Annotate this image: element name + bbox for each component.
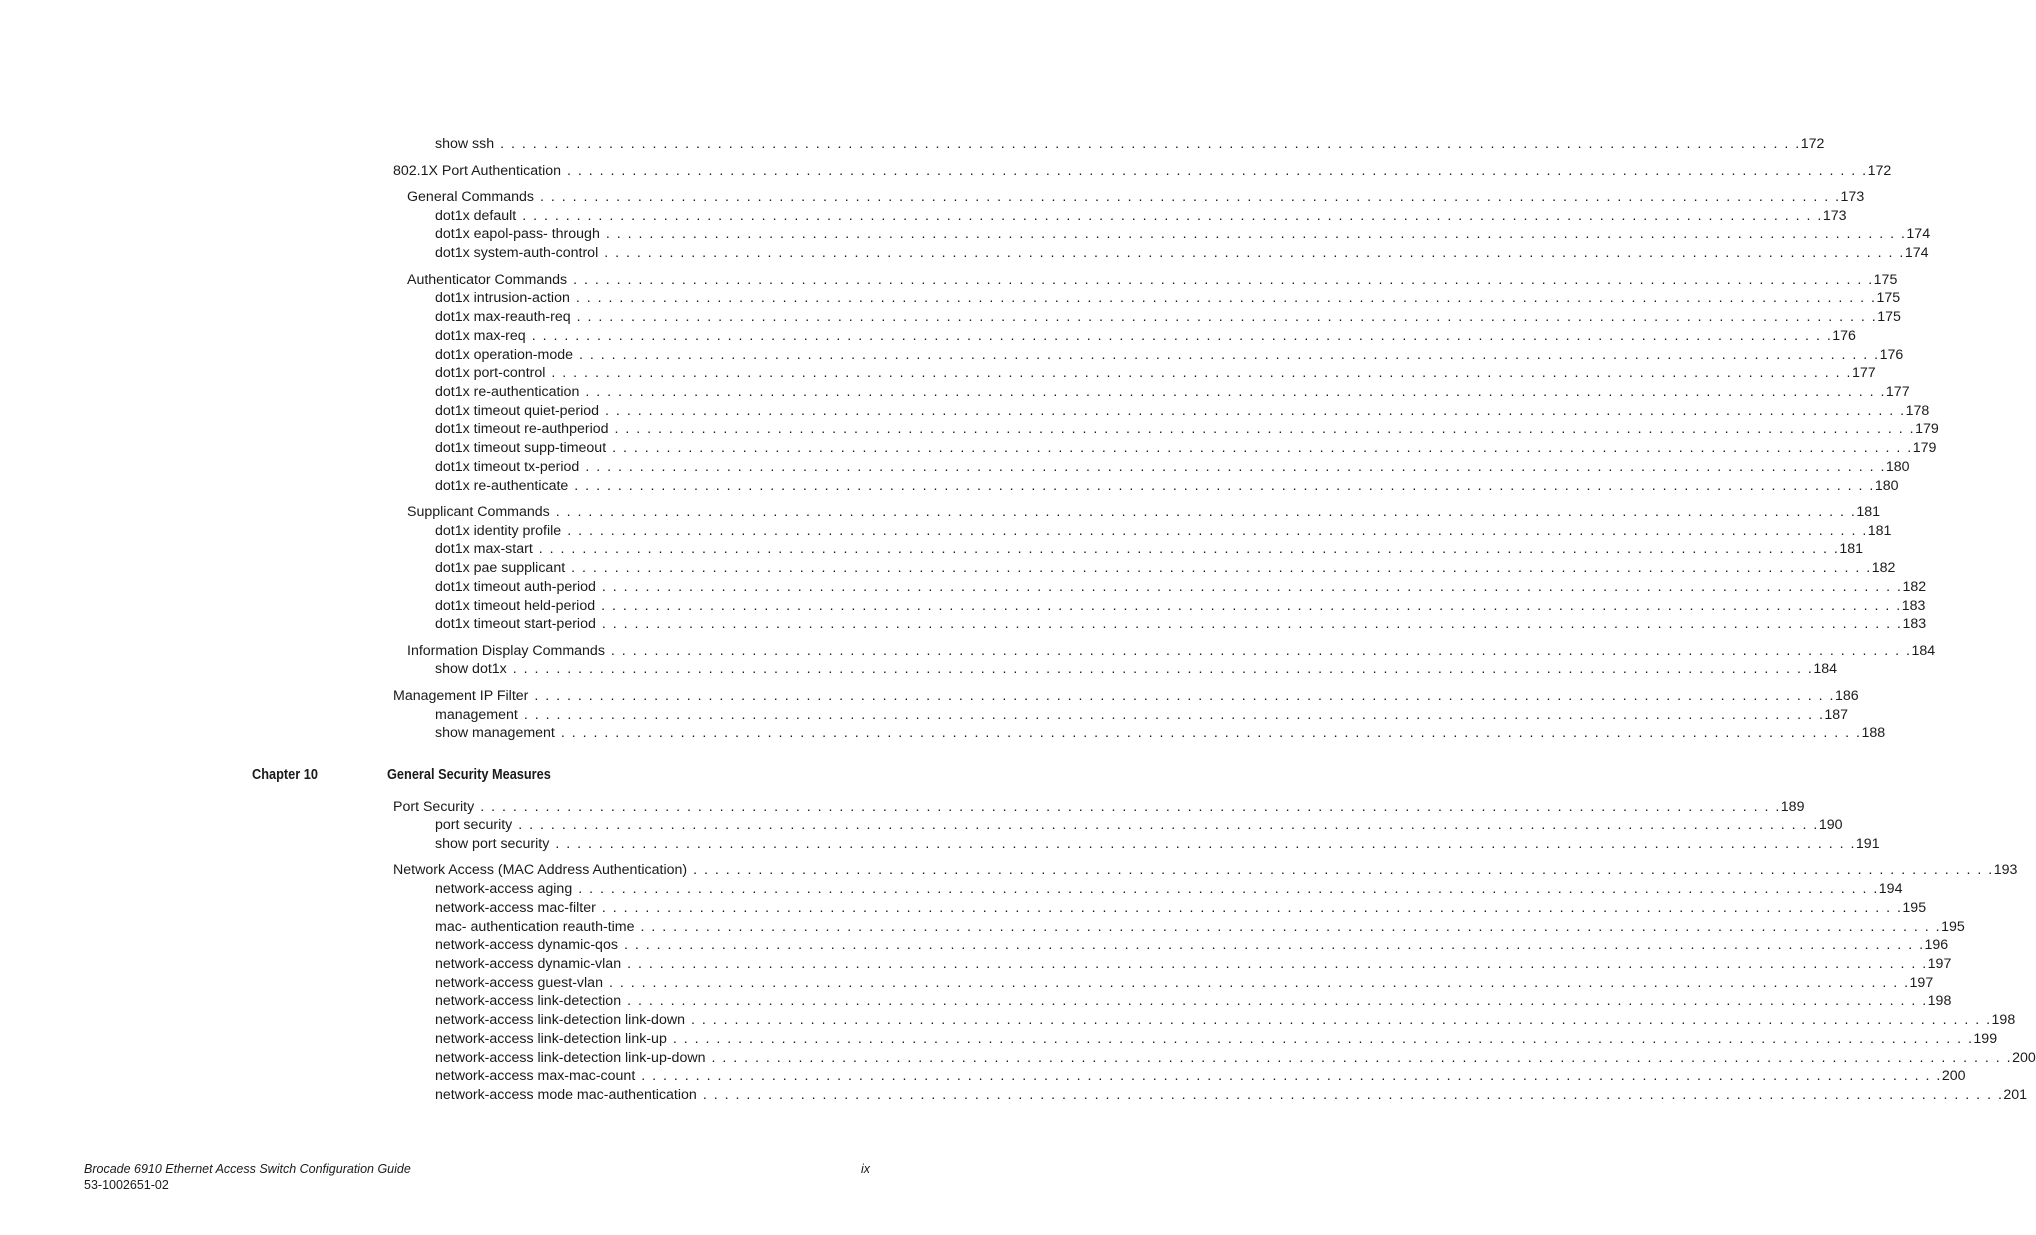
toc-entry-page: 200 bbox=[1941, 1068, 1966, 1084]
toc-entry[interactable] bbox=[435, 706, 1849, 724]
toc-leader-dots: . . . . . . . . . . . . . . . . . . . . . . . . . . . . . . . . . . . . . . . . . . . . . . . . . . . . . . . . . . . . . . . . . . . . . . . . . . . . . . . . . . . . . . . . . . . . . . . . . . . . . . . . . . . . . . . . . . . . . . . . bbox=[585, 459, 1886, 475]
toc-entry[interactable] bbox=[435, 835, 1880, 853]
toc-leader-dots: . . . . . . . . . . . . . . . . . . . . . . . . . . . . . . . . . . . . . . . . . . . . . . . . . . . . . . . . . . . . . . . . . . . . . . . . . . . . . . . . . . . . . . . . . . . . . . . . . . . . . . . . . . . . . . . . . . . . . . . . bbox=[605, 226, 1907, 242]
toc-leader-dots: . . . . . . . . . . . . . . . . . . . . . . . . . . . . . . . . . . . . . . . . . . . . . . . . . . . . . . . . . . . . . . . . . . . . . . . . . . . . . . . . . . . . . . . . . . . . . . . . . . . . . . . . . . . . . . . . . . . . . . . . bbox=[512, 661, 1814, 677]
toc-entry[interactable] bbox=[435, 955, 1952, 973]
toc-entry-label: network-access dynamic-vlan bbox=[435, 956, 622, 972]
toc-entry[interactable] bbox=[407, 271, 1898, 289]
toc-entry[interactable] bbox=[435, 244, 1929, 262]
toc-entry-page: 187 bbox=[1824, 707, 1849, 723]
toc-entry-page: 178 bbox=[1905, 403, 1930, 419]
toc-entry-label: dot1x eapol-pass- through bbox=[435, 226, 600, 242]
toc-entry[interactable] bbox=[435, 1049, 2036, 1067]
toc-entry[interactable] bbox=[435, 918, 1965, 936]
toc-leader-dots: . . . . . . . . . . . . . . . . . . . . . . . . . . . . . . . . . . . . . . . . . . . . . . . . . . . . . . . . . . . . . . . . . . . . . . . . . . . . . . . . . . . . . . . . . . . . . . . . . . . . . . . . . . . . . . . . . . . . . . . . bbox=[601, 598, 1902, 614]
toc-leader-dots: . . . . . . . . . . . . . . . . . . . . . . . . . . . . . . . . . . . . . . . . . . . . . . . . . . . . . . . . . . . . . . . . . . . . . . . . . . . . . . . . . . . . . . . . . . . . . . . . . . . . . . . . . . . . . . . . . . . . . . . . bbox=[574, 478, 1875, 494]
toc-entry-label: network-access mac-filter bbox=[435, 900, 596, 916]
toc-entry-label: show ssh bbox=[435, 136, 495, 152]
toc-entry-page: 175 bbox=[1876, 290, 1901, 306]
toc-entry-page: 172 bbox=[1867, 163, 1892, 179]
toc-entry[interactable] bbox=[435, 327, 1856, 345]
toc-entry[interactable] bbox=[407, 503, 1880, 521]
toc-entry-page: 182 bbox=[1871, 560, 1896, 576]
toc-entry-label: dot1x timeout held-period bbox=[435, 598, 596, 614]
toc-entry[interactable] bbox=[435, 992, 1952, 1010]
toc-entry-page: 176 bbox=[1832, 328, 1856, 344]
toc-entry-page: 176 bbox=[1879, 347, 1904, 363]
footer-document-title: Brocade 6910 Ethernet Access Switch Configuration Guide bbox=[84, 1162, 411, 1176]
toc-entry-label: Authenticator Commands bbox=[407, 272, 568, 288]
toc-leader-dots: . . . . . . . . . . . . . . . . . . . . . . . . . . . . . . . . . . . . . . . . . . . . . . . . . . . . . . . . . . . . . . . . . . . . . . . . . . . . . . . . . . . . . . . . . . . . . . . . . . . . . . . . . . . . . . . . . . . . . . . . bbox=[534, 688, 1835, 704]
toc-leader-dots: . . . . . . . . . . . . . . . . . . . . . . . . . . . . . . . . . . . . . . . . . . . . . . . . . . . . . . . . . . . . . . . . . . . . . . . . . . . . . . . . . . . . . . . . . . . . . . . . . . . . . . . . . . . . . . . . . . . . . . . . bbox=[585, 384, 1886, 400]
toc-entry-page: 183 bbox=[1902, 616, 1927, 632]
toc-entry-page: 173 bbox=[1840, 189, 1865, 205]
toc-entry[interactable] bbox=[435, 578, 1927, 596]
toc-entry-page: 179 bbox=[1912, 440, 1937, 456]
toc-entry-page: 179 bbox=[1915, 421, 1939, 437]
toc-entry-label: Port Security bbox=[393, 799, 475, 815]
toc-entry[interactable] bbox=[435, 308, 1901, 326]
toc-leader-dots: . . . . . . . . . . . . . . . . . . . . . . . . . . . . . . . . . . . . . . . . . . . . . . . . . . . . . . . . . . . . . . . . . . . . . . . . . . . . . . . . . . . . . . . . . . . . . . . . . . . . . . . . . . . . . . . . . . . . . . . . bbox=[601, 900, 1903, 916]
toc-entry-label: dot1x re-authentication bbox=[435, 384, 580, 400]
toc-leader-dots: . . . . . . . . . . . . . . . . . . . . . . . . . . . . . . . . . . . . . . . . . . . . . . . . . . . . . . . . . . . . . . . . . . . . . . . . . . . . . . . . . . . . . . . . . . . . . . . . . . . . . . . . . . . . . . . . . . . . . . . . bbox=[672, 1031, 1974, 1047]
toc-entry-label: network-access link-detection link-up-down bbox=[435, 1050, 706, 1066]
toc-leader-dots: . . . . . . . . . . . . . . . . . . . . . . . . . . . . . . . . . . . . . . . . . . . . . . . . . . . . . . . . . . . . . . . . . . . . . . . . . . . . . . . . . . . . . . . . . . . . . . . . . . . . . . . . . . . . . . . . . . . . . . . . bbox=[614, 421, 1916, 437]
toc-entry-page: 172 bbox=[1800, 136, 1825, 152]
toc-entry-label: dot1x max-reauth-req bbox=[435, 309, 571, 325]
toc-entry[interactable] bbox=[435, 1067, 1966, 1085]
toc-entry-page: 184 bbox=[1813, 661, 1838, 677]
toc-leader-dots: . . . . . . . . . . . . . . . . . . . . . . . . . . . . . . . . . . . . . . . . . . . . . . . . . . . . . . . . . . . . . . . . . . . . . . . . . . . . . . . . . . . . . . . . . . . . . . . . . . . . . . . . . . . . . . . . . . . . . . . . bbox=[702, 1087, 2004, 1103]
toc-leader-dots: . . . . . . . . . . . . . . . . . . . . . . . . . . . . . . . . . . . . . . . . . . . . . . . . . . . . . . . . . . . . . . . . . . . . . . . . . . . . . . . . . . . . . . . . . . . . . . . . . . . . . . . . . . . . . . . . . . . . . . . . bbox=[601, 616, 1903, 632]
toc-leader-dots: . . . . . . . . . . . . . . . . . . . . . . . . . . . . . . . . . . . . . . . . . . . . . . . . . . . . . . . . . . . . . . . . . . . . . . . . . . . . . . . . . . . . . . . . . . . . . . . . . . . . . . . . . . . . . . . . . . . . . . . . bbox=[531, 328, 1833, 344]
toc-entry[interactable] bbox=[435, 660, 1838, 678]
toc-entry-page: 200 bbox=[2012, 1050, 2036, 1066]
toc-entry-label: port security bbox=[435, 817, 513, 833]
toc-leader-dots: . . . . . . . . . . . . . . . . . . . . . . . . . . . . . . . . . . . . . . . . . . . . . . . . . . . . . . . . . . . . . . . . . . . . . . . . . . . . . . . . . . . . . . . . . . . . . . . . . . . . . . . . . . . . . . . . . . . . . . . . bbox=[539, 189, 1841, 205]
toc-entry-label: dot1x default bbox=[435, 208, 517, 224]
toc-entry-label: Supplicant Commands bbox=[407, 504, 550, 520]
toc-leader-dots: . . . . . . . . . . . . . . . . . . . . . . . . . . . . . . . . . . . . . . . . . . . . . . . . . . . . . . . . . . . . . . . . . . . . . . . . . . . . . . . . . . . . . . . . . . . . . . . . . . . . . . . . . . . . . . . . . . . . . . . . bbox=[610, 643, 1912, 659]
toc-entry-page: 181 bbox=[1839, 541, 1864, 557]
toc-leader-dots: . . . . . . . . . . . . . . . . . . . . . . . . . . . . . . . . . . . . . . . . . . . . . . . . . . . . . . . . . . . . . . . . . . . . . . . . . . . . . . . . . . . . . . . . . . . . . . . . . . . . . . . . . . . . . . . . . . . . . . . . bbox=[640, 919, 1942, 935]
toc-entry-page: 177 bbox=[1851, 365, 1876, 381]
toc-entry-label: show port security bbox=[435, 836, 550, 852]
toc-entry[interactable] bbox=[393, 162, 1892, 180]
toc-entry-label: General Commands bbox=[407, 189, 534, 205]
toc-entry[interactable] bbox=[435, 936, 1949, 954]
toc-entry-page: 199 bbox=[1973, 1031, 1998, 1047]
toc-entry-label: show management bbox=[435, 725, 555, 741]
toc-entry-label: dot1x intrusion-action bbox=[435, 290, 570, 306]
toc-leader-dots: . . . . . . . . . . . . . . . . . . . . . . . . . . . . . . . . . . . . . . . . . . . . . . . . . . . . . . . . . . . . . . . . . . . . . . . . . . . . . . . . . . . . . . . . . . . . . . . . . . . . . . . . . . . . . . . . . . . . . . . . bbox=[538, 541, 1840, 557]
toc-entry-label: dot1x timeout quiet-period bbox=[435, 403, 600, 419]
toc-entry-page: 183 bbox=[1901, 598, 1926, 614]
toc-entry-page: 175 bbox=[1873, 272, 1898, 288]
toc-leader-dots: . . . . . . . . . . . . . . . . . . . . . . . . . . . . . . . . . . . . . . . . . . . . . . . . . . . . . . . . . . . . . . . . . . . . . . . . . . . . . . . . . . . . . . . . . . . . . . . . . . . . . . . . . . . . . . . . . . . . . . . . bbox=[523, 707, 1825, 723]
toc-entry-page: 195 bbox=[1902, 900, 1927, 916]
toc-entry[interactable] bbox=[435, 207, 1847, 225]
toc-entry-page: 189 bbox=[1780, 799, 1805, 815]
toc-leader-dots: . . . . . . . . . . . . . . . . . . . . . . . . . . . . . . . . . . . . . . . . . . . . . . . . . . . . . . . . . . . . . . . . . . . . . . . . . . . . . . . . . . . . . . . . . . . . . . . . . . . . . . . . . . . . . . . . . . . . . . . . bbox=[567, 523, 1868, 539]
toc-entry-label: dot1x max-req bbox=[435, 328, 526, 344]
toc-entry-page: 190 bbox=[1818, 817, 1843, 833]
toc-entry-label: dot1x operation-mode bbox=[435, 347, 574, 363]
toc-entry[interactable] bbox=[435, 880, 1903, 898]
toc-entry-page: 197 bbox=[1927, 956, 1952, 972]
toc-entry-label: dot1x identity profile bbox=[435, 523, 562, 539]
toc-entry[interactable] bbox=[435, 974, 1934, 992]
toc-entry-label: dot1x timeout tx-period bbox=[435, 459, 580, 475]
toc-entry-label: network-access link-detection bbox=[435, 993, 622, 1009]
toc-entry[interactable] bbox=[435, 816, 1843, 834]
toc-entry-label: dot1x re-authenticate bbox=[435, 478, 569, 494]
toc-entry-page: 181 bbox=[1856, 504, 1880, 520]
chapter-number: Chapter 10 bbox=[252, 767, 318, 783]
toc-entry-label: network-access link-detection link-down bbox=[435, 1012, 685, 1028]
toc-leader-dots: . . . . . . . . . . . . . . . . . . . . . . . . . . . . . . . . . . . . . . . . . . . . . . . . . . . . . . . . . . . . . . . . . . . . . . . . . . . . . . . . . . . . . . . . . . . . . . . . . . . . . . . . . . . . . . . . . . . . . . . . bbox=[571, 560, 1872, 576]
toc-leader-dots: . . . . . . . . . . . . . . . . . . . . . . . . . . . . . . . . . . . . . . . . . . . . . . . . . . . . . . . . . . . . . . . . . . . . . . . . . . . . . . . . . . . . . . . . . . . . . . . . . . . . . . . . . . . . . . . . . . . . . . . . bbox=[573, 272, 1874, 288]
footer-document-number: 53-1002651-02 bbox=[84, 1178, 169, 1192]
toc-entry-page: 191 bbox=[1855, 836, 1880, 852]
toc-entry-page: 186 bbox=[1834, 688, 1859, 704]
toc-leader-dots: . . . . . . . . . . . . . . . . . . . . . . . . . . . . . . . . . . . . . . . . . . . . . . . . . . . . . . . . . . . . . . . . . . . . . . . . . . . . . . . . . . . . . . . . . . . . . . . . . . . . . . . . . . . . . . . . . . . . . . . . bbox=[560, 725, 1862, 741]
toc-leader-dots: . . . . . . . . . . . . . . . . . . . . . . . . . . . . . . . . . . . . . . . . . . . . . . . . . . . . . . . . . . . . . . . . . . . . . . . . . . . . . . . . . . . . . . . . . . . . . . . . . . . . . . . . . . . . . . . . . . . . . . . . bbox=[612, 440, 1913, 456]
footer-page-number: ix bbox=[860, 1162, 870, 1176]
toc-entry-label: Management IP Filter bbox=[393, 688, 529, 704]
toc-leader-dots: . . . . . . . . . . . . . . . . . . . . . . . . . . . . . . . . . . . . . . . . . . . . . . . . . . . . . . . . . . . . . . . . . . . . . . . . . . . . . . . . . . . . . . . . . . . . . . . . . . . . . . . . . . . . . . . . . . . . . . . . bbox=[522, 208, 1823, 224]
toc-entry-label: dot1x system-auth-control bbox=[435, 245, 599, 261]
toc-leader-dots: . . . . . . . . . . . . . . . . . . . . . . . . . . . . . . . . . . . . . . . . . . . . . . . . . . . . . . . . . . . . . . . . . . . . . . . . . . . . . . . . . . . . . . . . . . . . . . . . . . . . . . . . . . . . . . . . . . . . . . . . bbox=[623, 937, 1925, 953]
toc-leader-dots: . . . . . . . . . . . . . . . . . . . . . . . . . . . . . . . . . . . . . . . . . . . . . . . . . . . . . . . . . . . . . . . . . . . . . . . . . . . . . . . . . . . . . . . . . . . . . . . . . . . . . . . . . . . . . . . . . . . . . . . . bbox=[500, 136, 1801, 152]
toc-leader-dots: . . . . . . . . . . . . . . . . . . . . . . . . . . . . . . . . . . . . . . . . . . . . . . . . . . . . . . . . . . . . . . . . . . . . . . . . . . . . . . . . . . . . . . . . . . . . . . . . . . . . . . . . . . . . . . . . . . . . . . . . bbox=[555, 836, 1856, 852]
toc-leader-dots: . . . . . . . . . . . . . . . . . . . . . . . . . . . . . . . . . . . . . . . . . . . . . . . . . . . . . . . . . . . . . . . . . . . . . . . . . . . . . . . . . . . . . . . . . . . . . . . . . . . . . . . . . . . . . . . . . . . . . . . . bbox=[567, 163, 1868, 179]
toc-entry-label: network-access guest-vlan bbox=[435, 975, 603, 991]
toc-leader-dots: . . . . . . . . . . . . . . . . . . . . . . . . . . . . . . . . . . . . . . . . . . . . . . . . . . . . . . . . . . . . . . . . . . . . . . . . . . . . . . . . . . . . . . . . . . . . . . . . . . . . . . . . . . . . . . . . . . . . . . . . bbox=[518, 817, 1819, 833]
toc-entry[interactable] bbox=[435, 364, 1876, 382]
toc-entry-label: management bbox=[435, 707, 518, 723]
toc-leader-dots: . . . . . . . . . . . . . . . . . . . . . . . . . . . . . . . . . . . . . . . . . . . . . . . . . . . . . . . . . . . . . . . . . . . . . . . . . . . . . . . . . . . . . . . . . . . . . . . . . . . . . . . . . . . . . . . . . . . . . . . . bbox=[601, 579, 1903, 595]
toc-entry-label: mac- authentication reauth-time bbox=[435, 919, 635, 935]
toc-entry[interactable] bbox=[435, 346, 1904, 364]
toc-entry-page: 177 bbox=[1885, 384, 1910, 400]
toc-entry[interactable] bbox=[435, 540, 1864, 558]
toc-entry[interactable] bbox=[435, 420, 1939, 438]
toc-entry-label: dot1x max-start bbox=[435, 541, 533, 557]
toc-entry-label: Information Display Commands bbox=[407, 643, 605, 659]
toc-entry-page: 193 bbox=[1993, 862, 2018, 878]
toc-entry[interactable] bbox=[435, 289, 1901, 307]
toc-leader-dots: . . . . . . . . . . . . . . . . . . . . . . . . . . . . . . . . . . . . . . . . . . . . . . . . . . . . . . . . . . . . . . . . . . . . . . . . . . . . . . . . . . . . . . . . . . . . . . . . . . . . . . . . . . . . . . . . . . . . . . . . bbox=[480, 799, 1781, 815]
toc-entry-page: 194 bbox=[1878, 881, 1903, 897]
toc-leader-dots: . . . . . . . . . . . . . . . . . . . . . . . . . . . . . . . . . . . . . . . . . . . . . . . . . . . . . . . . . . . . . . . . . . . . . . . . . . . . . . . . . . . . . . . . . . . . . . . . . . . . . . . . . . . . . . . . . . . . . . . . bbox=[641, 1068, 1942, 1084]
toc-entry-label: network-access dynamic-qos bbox=[435, 937, 618, 953]
toc-entry[interactable] bbox=[435, 225, 1931, 243]
toc-entry[interactable] bbox=[435, 439, 1937, 457]
toc-entry[interactable] bbox=[407, 642, 1936, 660]
toc-entry-label: dot1x timeout re-authperiod bbox=[435, 421, 609, 437]
toc-entry-label: network-access aging bbox=[435, 881, 573, 897]
toc-entry-label: network-access link-detection link-up bbox=[435, 1031, 667, 1047]
toc-entry-label: 802.1X Port Authentication bbox=[393, 163, 562, 179]
toc-entry-page: 173 bbox=[1822, 208, 1847, 224]
toc-entry-page: 175 bbox=[1877, 309, 1901, 325]
toc-entry[interactable] bbox=[435, 724, 1886, 742]
toc-entry[interactable] bbox=[393, 861, 2018, 879]
toc-entry-page: 181 bbox=[1867, 523, 1892, 539]
toc-entry[interactable] bbox=[435, 477, 1899, 495]
toc-leader-dots: . . . . . . . . . . . . . . . . . . . . . . . . . . . . . . . . . . . . . . . . . . . . . . . . . . . . . . . . . . . . . . . . . . . . . . . . . . . . . . . . . . . . . . . . . . . . . . . . . . . . . . . . . . . . . . . . . . . . . . . . bbox=[604, 245, 1905, 261]
toc-entry[interactable] bbox=[435, 899, 1927, 917]
toc-entry-label: network-access mode mac-authentication bbox=[435, 1087, 697, 1103]
toc-leader-dots: . . . . . . . . . . . . . . . . . . . . . . . . . . . . . . . . . . . . . . . . . . . . . . . . . . . . . . . . . . . . . . . . . . . . . . . . . . . . . . . . . . . . . . . . . . . . . . . . . . . . . . . . . . . . . . . . . . . . . . . . bbox=[576, 309, 1878, 325]
toc-leader-dots: . . . . . . . . . . . . . . . . . . . . . . . . . . . . . . . . . . . . . . . . . . . . . . . . . . . . . . . . . . . . . . . . . . . . . . . . . . . . . . . . . . . . . . . . . . . . . . . . . . . . . . . . . . . . . . . . . . . . . . . . bbox=[578, 881, 1879, 897]
toc-entry-page: 174 bbox=[1906, 226, 1931, 242]
toc-leader-dots: . . . . . . . . . . . . . . . . . . . . . . . . . . . . . . . . . . . . . . . . . . . . . . . . . . . . . . . . . . . . . . . . . . . . . . . . . . . . . . . . . . . . . . . . . . . . . . . . . . . . . . . . . . . . . . . . . . . . . . . . bbox=[551, 365, 1852, 381]
toc-entry-page: 180 bbox=[1874, 478, 1899, 494]
toc-entry[interactable] bbox=[435, 522, 1892, 540]
toc-entry-page: 197 bbox=[1909, 975, 1934, 991]
toc-entry-page: 184 bbox=[1911, 643, 1936, 659]
toc-entry-label: network-access max-mac-count bbox=[435, 1068, 636, 1084]
toc-entry-page: 198 bbox=[1927, 993, 1952, 1009]
toc-leader-dots: . . . . . . . . . . . . . . . . . . . . . . . . . . . . . . . . . . . . . . . . . . . . . . . . . . . . . . . . . . . . . . . . . . . . . . . . . . . . . . . . . . . . . . . . . . . . . . . . . . . . . . . . . . . . . . . . . . . . . . . . bbox=[711, 1050, 2013, 1066]
toc-leader-dots: . . . . . . . . . . . . . . . . . . . . . . . . . . . . . . . . . . . . . . . . . . . . . . . . . . . . . . . . . . . . . . . . . . . . . . . . . . . . . . . . . . . . . . . . . . . . . . . . . . . . . . . . . . . . . . . . . . . . . . . . bbox=[627, 956, 1928, 972]
toc-entry-label: dot1x timeout supp-timeout bbox=[435, 440, 607, 456]
toc-entry[interactable] bbox=[435, 559, 1896, 577]
toc-leader-dots: . . . . . . . . . . . . . . . . . . . . . . . . . . . . . . . . . . . . . . . . . . . . . . . . . . . . . . . . . . . . . . . . . . . . . . . . . . . . . . . . . . . . . . . . . . . . . . . . . . . . . . . . . . . . . . . . . . . . . . . . bbox=[579, 347, 1880, 363]
chapter-title: General Security Measures bbox=[387, 767, 551, 783]
toc-entry-page: 195 bbox=[1941, 919, 1965, 935]
toc-leader-dots: . . . . . . . . . . . . . . . . . . . . . . . . . . . . . . . . . . . . . . . . . . . . . . . . . . . . . . . . . . . . . . . . . . . . . . . . . . . . . . . . . . . . . . . . . . . . . . . . . . . . . . . . . . . . . . . . . . . . . . . . bbox=[690, 1012, 1992, 1028]
toc-entry[interactable] bbox=[435, 383, 1910, 401]
toc-entry-label: Network Access (MAC Address Authentication) bbox=[393, 862, 688, 878]
toc-leader-dots: . . . . . . . . . . . . . . . . . . . . . . . . . . . . . . . . . . . . . . . . . . . . . . . . . . . . . . . . . . . . . . . . . . . . . . . . . . . . . . . . . . . . . . . . . . . . . . . . . . . . . . . . . . . . . . . . . . . . . . . . bbox=[693, 862, 1994, 878]
toc-leader-dots: . . . . . . . . . . . . . . . . . . . . . . . . . . . . . . . . . . . . . . . . . . . . . . . . . . . . . . . . . . . . . . . . . . . . . . . . . . . . . . . . . . . . . . . . . . . . . . . . . . . . . . . . . . . . . . . . . . . . . . . . bbox=[608, 975, 1910, 991]
toc-entry[interactable] bbox=[393, 798, 1805, 816]
toc-entry[interactable] bbox=[435, 1086, 2028, 1104]
toc-entry-page: 198 bbox=[1991, 1012, 2016, 1028]
toc-entry-label: dot1x timeout start-period bbox=[435, 616, 596, 632]
toc-leader-dots: . . . . . . . . . . . . . . . . . . . . . . . . . . . . . . . . . . . . . . . . . . . . . . . . . . . . . . . . . . . . . . . . . . . . . . . . . . . . . . . . . . . . . . . . . . . . . . . . . . . . . . . . . . . . . . . . . . . . . . . . bbox=[575, 290, 1877, 306]
toc-entry-page: 201 bbox=[2003, 1087, 2028, 1103]
toc-leader-dots: . . . . . . . . . . . . . . . . . . . . . . . . . . . . . . . . . . . . . . . . . . . . . . . . . . . . . . . . . . . . . . . . . . . . . . . . . . . . . . . . . . . . . . . . . . . . . . . . . . . . . . . . . . . . . . . . . . . . . . . . bbox=[605, 403, 1906, 419]
toc-entry[interactable] bbox=[407, 188, 1865, 206]
toc-entry[interactable] bbox=[435, 597, 1926, 615]
toc-entry[interactable] bbox=[435, 1011, 2016, 1029]
toc-leader-dots: . . . . . . . . . . . . . . . . . . . . . . . . . . . . . . . . . . . . . . . . . . . . . . . . . . . . . . . . . . . . . . . . . . . . . . . . . . . . . . . . . . . . . . . . . . . . . . . . . . . . . . . . . . . . . . . . . . . . . . . . bbox=[627, 993, 1928, 1009]
toc-entry[interactable] bbox=[393, 687, 1859, 705]
toc-entry[interactable] bbox=[435, 615, 1927, 633]
toc-entry-page: 174 bbox=[1904, 245, 1929, 261]
toc-entry[interactable] bbox=[435, 1030, 1998, 1048]
toc-entry-page: 196 bbox=[1924, 937, 1949, 953]
toc-entry-label: dot1x timeout auth-period bbox=[435, 579, 596, 595]
toc-entry[interactable] bbox=[435, 135, 1825, 153]
toc-entry-label: dot1x pae supplicant bbox=[435, 560, 566, 576]
toc-entry-page: 188 bbox=[1861, 725, 1886, 741]
toc-leader-dots: . . . . . . . . . . . . . . . . . . . . . . . . . . . . . . . . . . . . . . . . . . . . . . . . . . . . . . . . . . . . . . . . . . . . . . . . . . . . . . . . . . . . . . . . . . . . . . . . . . . . . . . . . . . . . . . . . . . . . . . . bbox=[555, 504, 1857, 520]
toc-entry[interactable] bbox=[435, 402, 1930, 420]
toc-entry-label: dot1x port-control bbox=[435, 365, 546, 381]
toc-entry-page: 180 bbox=[1885, 459, 1910, 475]
toc-entry-page: 182 bbox=[1902, 579, 1927, 595]
toc-entry[interactable] bbox=[435, 458, 1910, 476]
toc-entry-label: show dot1x bbox=[435, 661, 507, 677]
